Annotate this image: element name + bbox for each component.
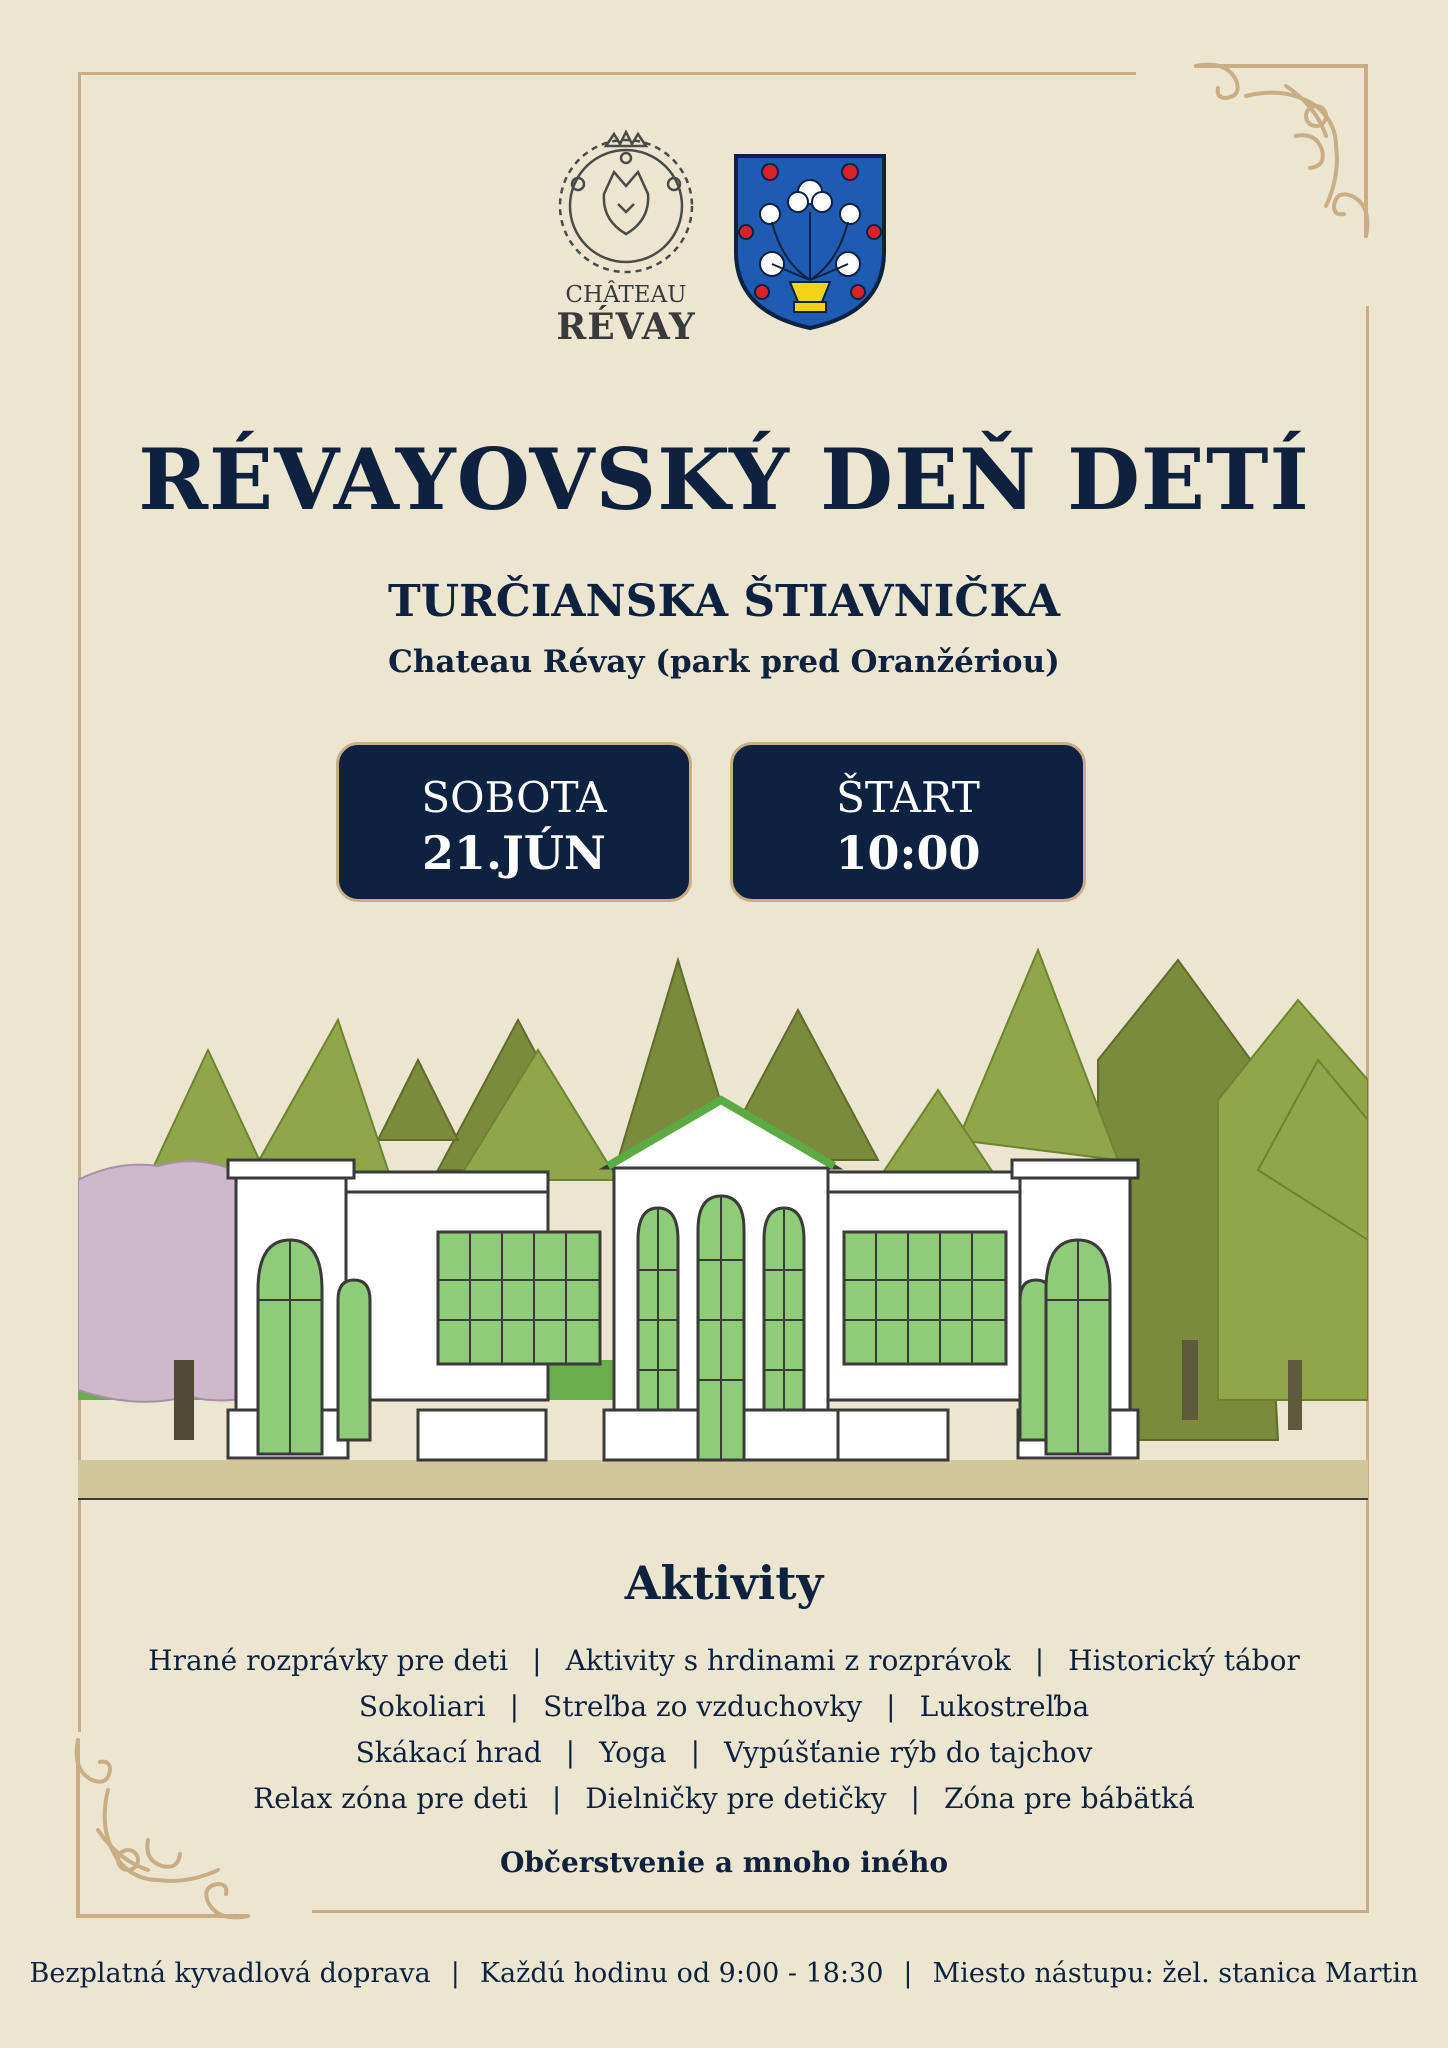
separator: | <box>509 1690 520 1723</box>
frame-bottom-line <box>312 1910 1369 1913</box>
wolf-crest-icon <box>548 124 704 280</box>
chateau-logo-line1: CHÂTEAU <box>565 282 687 308</box>
activity-item: Streľba zo vzduchovky <box>543 1690 863 1723</box>
activities-row-1 <box>0 1644 1448 1677</box>
separator: | <box>1034 1644 1045 1677</box>
activity-item: Lukostreľba <box>919 1690 1090 1723</box>
start-time: 10:00 <box>835 826 981 880</box>
activity-item: Sokoliari <box>358 1690 486 1723</box>
footer-item: Bezplatná kyvadlová doprava <box>29 1958 431 1989</box>
date-value: 21.JÚN <box>422 826 606 880</box>
activities-row-2 <box>0 1690 1448 1723</box>
separator: | <box>886 1690 896 1723</box>
activities-row-3 <box>0 1736 1448 1769</box>
event-venue: Chateau Révay (park pred Oranžériou) <box>388 644 1060 680</box>
separator: | <box>532 1644 542 1677</box>
activity-item: Zóna pre bábätká <box>943 1782 1195 1815</box>
activity-item: Dielničky pre detičky <box>585 1782 887 1815</box>
transport-footer <box>0 1958 1448 1989</box>
chateau-logo-line2: RÉVAY <box>556 306 696 348</box>
corner-ornament-top-right-icon <box>1186 56 1382 252</box>
separator: | <box>551 1782 562 1815</box>
footer-item: Každú hodinu od 9:00 - 18:30 <box>479 1958 884 1989</box>
separator: | <box>910 1782 920 1815</box>
activity-item: Aktivity s hrdinami z rozprávok <box>565 1644 1011 1677</box>
activity-item: Skákací hrad <box>355 1736 542 1769</box>
start-box <box>730 742 1086 902</box>
separator: | <box>903 1958 913 1989</box>
separator: | <box>450 1958 460 1989</box>
refreshments-note: Občerstvenie a mnoho iného <box>499 1846 949 1879</box>
separator: | <box>690 1736 701 1769</box>
start-label: ŠTART <box>836 773 980 822</box>
event-place: TURČIANSKA ŠTIAVNIČKA <box>388 576 1060 627</box>
illustration-divider <box>78 1498 1368 1500</box>
orangery-park-illustration <box>78 940 1368 1500</box>
coat-of-arms-icon <box>732 152 888 332</box>
footer-item: Miesto nástupu: žel. stanica Martin <box>932 1958 1419 1989</box>
activity-item: Relax zóna pre deti <box>253 1782 528 1815</box>
date-box <box>336 742 692 902</box>
activity-item: Historický tábor <box>1068 1644 1300 1677</box>
date-day: SOBOTA <box>421 773 607 822</box>
activities-row-4 <box>0 1782 1448 1815</box>
separator: | <box>565 1736 576 1769</box>
activity-item: Yoga <box>599 1736 667 1769</box>
activities-heading: Aktivity <box>624 1556 824 1610</box>
activity-item: Hrané rozprávky pre deti <box>148 1644 509 1677</box>
frame-top-line <box>78 72 1136 75</box>
event-title: RÉVAYOVSKÝ DEŇ DETÍ <box>138 430 1310 529</box>
activity-item: Vypúšťanie rýb do tajchov <box>724 1736 1093 1769</box>
